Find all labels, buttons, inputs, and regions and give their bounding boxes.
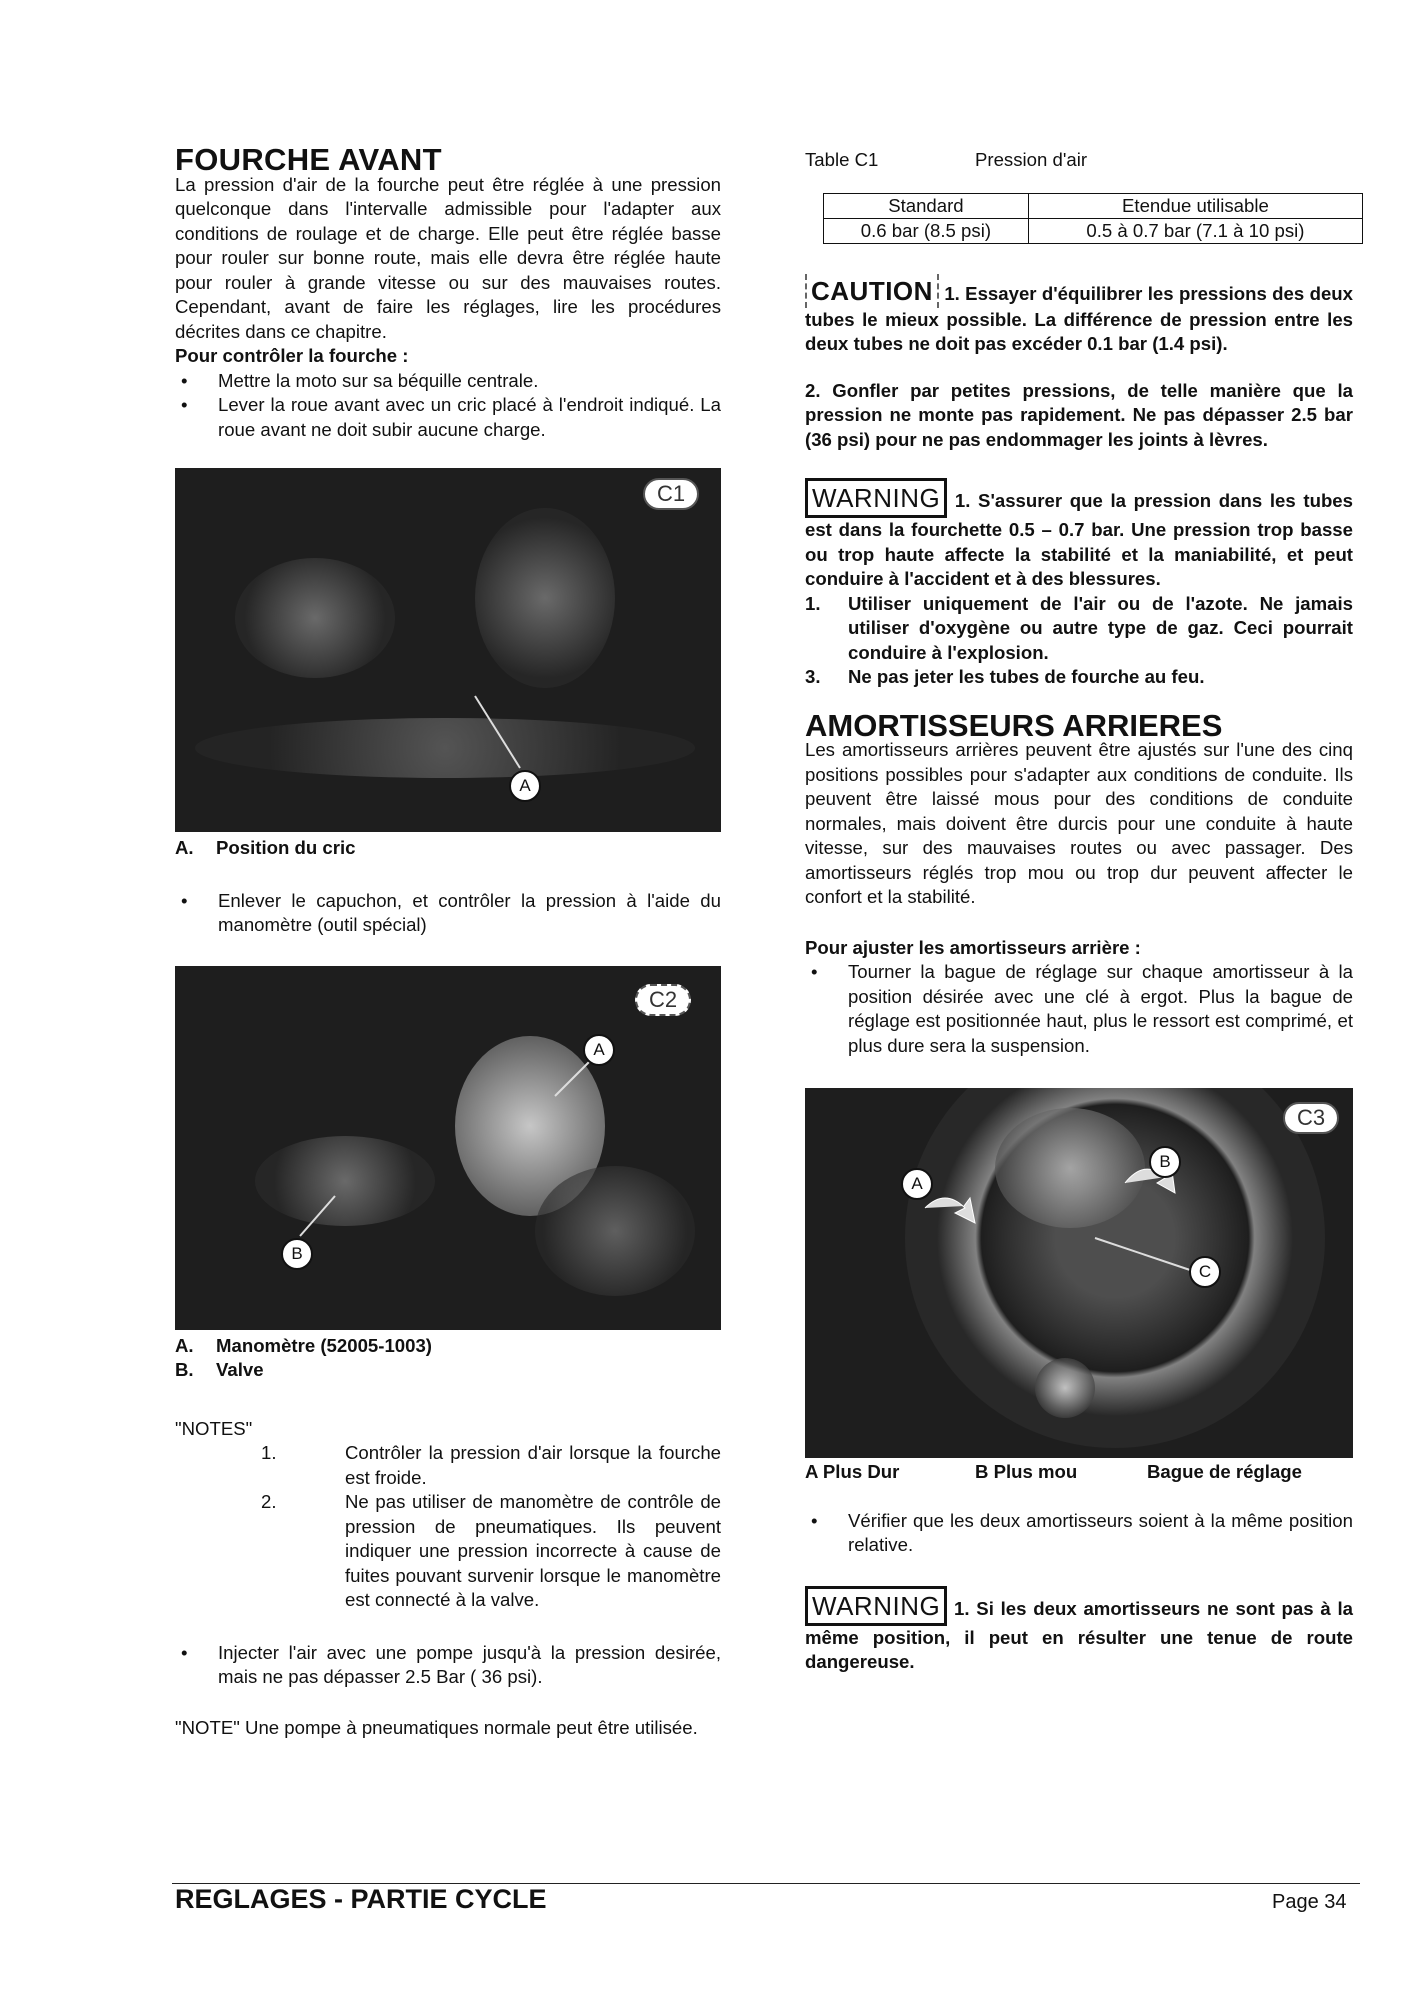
list-item: • Lever la roue avant avec un cric placé à l'endroit indiqué. La roue avant ne doit subir aucune charge. [175,393,721,442]
warning-item [805,665,1353,690]
warning-label: WARNING [805,478,947,518]
callout-a: A [583,1034,615,1066]
caption-b: B Plus mou [975,1461,1078,1482]
figure-tag: C2 [635,984,691,1016]
item-number: 1. [805,592,821,614]
page-number: Page 34 [1272,1891,1347,1913]
note-item [175,1490,721,1613]
right-column [805,148,1353,1675]
table-row [824,218,1363,243]
check-heading: Pour contrôler la fourche : [175,345,409,366]
warning2-block [805,1586,1353,1675]
item-number: 3. [805,666,821,687]
list-item: • Enlever le capuchon, et contrôler la pression à l'aide du manomètre (outil spécial) [175,889,721,938]
warning-text-1: 1. S'assurer que la pression dans les tubes est dans la fourchette 0.5 – 0.7 bar. Une pression trop basse ou trop haute affecte la stabilité et la maniabilité, et peut conduire à l'accident et à des blessures. [805,490,1353,589]
figure-c2-caption [175,1334,721,1383]
caption-text: Manomètre (52005-1003) [216,1334,432,1356]
note-text: Ne pas utiliser de manomètre de contrôle de pression de pneumatiques. Ils peuvent indiquer une pression incorrecte à cause de fuites pouvant survenir lorsque le manomètre est connecté à la valve. [345,1491,721,1610]
notes-heading: "NOTES" [175,1417,253,1439]
warning-item [805,592,1353,666]
table-header-row [824,193,1363,218]
list-item: • Vérifier que les deux amortisseurs soient à la même position relative. [805,1509,1353,1558]
adjust-heading: Pour ajuster les amortisseurs arrière : [805,936,1141,958]
notes-list [175,1441,721,1613]
section2-intro: Les amortisseurs arrières peuvent être ajustés sur l'une des cinq positions possibles pour s'adapter aux conditions de conduite. Ils peuvent être laissé mous pour des conditions de conduite normales, mais doivent être durcis pour une conduite à haute vitesse, sur des mauvaises routes ou avec passager. Des amortisseurs réglés trop mou ou trop dur peuvent affecter le confort et la stabilité. [805,739,1353,907]
pointer-line [175,468,721,832]
note-number: 1. [261,1442,277,1463]
figure-c2-photo [175,966,721,1330]
warning-label: WARNING [805,1586,947,1626]
check-list [175,369,721,443]
figure-tag: C1 [643,478,699,510]
table-label: Table C1 [805,149,879,170]
warning2-text: 1. Si les deux amortisseurs ne sont pas à la même position, il peut en résulter une tenue de route dangereuse. [805,1597,1353,1672]
left-column [175,142,721,1740]
figure-c1-photo [175,468,721,832]
caption-text: Position du cric [216,837,356,858]
caption-a: A Plus Dur [805,1461,900,1482]
caption-key: A. [175,837,194,858]
air-pressure-table [823,193,1363,244]
list-item: • Injecter l'air avec une pompe jusqu'à la pression desirée, mais ne pas dépasser 2.5 Bar ( 36 psi). [175,1641,721,1690]
check-list-2 [175,889,721,938]
table-cell: 0.6 bar (8.5 psi) [824,218,1029,243]
caption-c: Bague de réglage [1147,1461,1302,1482]
figure-c3-photo [805,1088,1353,1458]
table-caption [805,148,1353,173]
section-title: FOURCHE AVANT [175,142,442,177]
list-item: • Mettre la moto sur sa béquille centrale. [175,369,721,394]
figure-c3-caption [805,1460,1353,1485]
note-number: 2. [261,1491,277,1512]
callout-a: A [509,770,541,802]
caution-label: CAUTION [805,274,939,308]
figure-c1-caption [175,836,721,861]
caution-text-1: 1. Essayer d'équilibrer les pressions des deux tubes le mieux possible. La différence de pression entre les deux tubes ne doit pas excéder 0.1 bar (1.4 psi). [805,282,1353,354]
callout-c: C [1189,1256,1221,1288]
intro-paragraph: La pression d'air de la fourche peut être réglée à une pression quelconque dans l'intervalle admissible pour l'adapter aux conditions de roulage et de charge. Elle peut être réglée basse pour rouler sur bonne route, mais elle devra être réglée haute pour rouler à grande vitesse ou sur des mauvaises routes. Cependant, avant de faire les réglages, lire les procédures décrites dans ce chapitre. [175,173,721,342]
table-header: Etendue utilisable [1028,193,1362,218]
verify-list [805,1509,1353,1558]
caption-key: B. [175,1359,194,1380]
pointer-lines [175,966,721,1330]
item-text: Utiliser uniquement de l'air ou de l'azote. Ne jamais utiliser d'oxygène ou autre type de gaz. Ceci pourrait conduire à l'explosion. [848,592,1353,663]
table-title: Pression d'air [975,149,1088,170]
warning-list [805,592,1353,690]
item-text: Ne pas jeter les tubes de fourche au feu. [848,666,1205,687]
caption-key: A. [175,1334,194,1356]
adjust-list [805,960,1353,1058]
callout-b: B [1149,1146,1181,1178]
warning-block [805,478,1353,592]
pump-note: "NOTE" Une pompe à pneumatiques normale peut être utilisée. [175,1716,698,1738]
section2-title: AMORTISSEURS ARRIERES [805,707,1223,743]
callout-a: A [901,1168,933,1200]
note-item [175,1441,721,1490]
list-item: • Tourner la bague de réglage sur chaque amortisseur à la position désirée avec une clé à ergot. Plus la bague de réglage est positionnée haut, plus le ressort est comprimé, et plus dure sera la suspension. [805,960,1353,1058]
table-header: Standard [824,193,1029,218]
figure-tag: C3 [1283,1102,1339,1134]
caution-block [805,274,1353,357]
table-cell: 0.5 à 0.7 bar (7.1 à 10 psi) [1028,218,1362,243]
callout-b: B [281,1238,313,1270]
caption-text: Valve [216,1359,264,1380]
note-text: Contrôler la pression d'air lorsque la fourche est froide. [345,1442,721,1488]
pointer-lines [805,1088,1353,1458]
footer-title: REGLAGES - PARTIE CYCLE [175,1884,547,1914]
caution-text-2: 2. Gonfler par petites pressions, de telle manière que la pression ne monte pas rapidement. Ne pas dépasser 2.5 bar (36 psi) pour ne pas endommager les joints à lèvres. [805,379,1353,450]
inject-list [175,1641,721,1690]
